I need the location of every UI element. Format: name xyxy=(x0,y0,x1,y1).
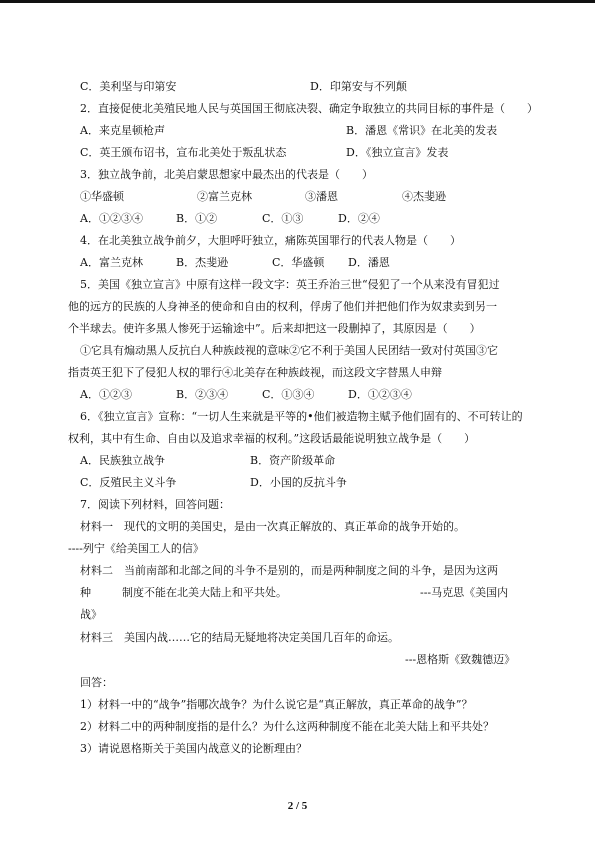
material-2-source-end: 战》 xyxy=(80,608,102,621)
material-1: 材料一 现代的文明的美国史，是由一次真正解放的、真正革命的战争开始的。 xyxy=(80,520,465,533)
material-3: 材料三 美国内战……它的结局无疑地将决定美国几百年的命运。 xyxy=(80,631,399,644)
page-number: 2 / 5 xyxy=(287,800,308,812)
question-4: 4．在北美独立战争前夕，大胆呼吁独立，痛陈英国罪行的代表人物是（ ） xyxy=(80,234,461,247)
question-2: 2．直接促使北美殖民地人民与英国国王彻底决裂、确定争取独立的共同目标的事件是（ ） xyxy=(80,102,538,115)
option-d: D．②④ xyxy=(338,212,380,225)
option-c: C．①③ xyxy=(262,212,304,225)
material-2-source: ---马克思《美国内 xyxy=(420,586,509,599)
material-2-line-1: 材料二 当前南部和北部之间的斗争不是别的，而是两种制度之间的斗争，是因为这两 xyxy=(80,564,498,577)
option-a: A．①②③④ xyxy=(80,212,143,225)
question-5-line-2: 他的远方的民族的人身神圣的使命和自由的权利，俘虏了他们并把他们作为奴隶卖到另一 xyxy=(68,300,497,313)
option-b: B．资产阶级革命 xyxy=(250,454,336,467)
option-d: D．①②③④ xyxy=(348,388,412,401)
question-7: 7．阅读下列材料，回答问题： xyxy=(80,498,230,511)
option-c: C．①③④ xyxy=(262,388,315,401)
option-b: B．潘恩《常识》在北美的发表 xyxy=(346,124,498,137)
choice-item: ④杰斐逊 xyxy=(402,190,446,203)
material-3-source: ---恩格斯《致魏德迈》 xyxy=(405,653,516,666)
option-c: C．华盛顿 xyxy=(272,256,325,269)
choice-item: ①华盛顿 xyxy=(80,190,124,203)
option-b: B．②③④ xyxy=(176,388,229,401)
sub-question-2: 2）材料二中的两种制度指的是什么？为什么这两种制度不能在北美大陆上和平共处？ xyxy=(80,720,494,733)
sub-question-1: 1）材料一中的“战争”指哪次战争？为什么说它是“真正解放，真正革命的战争”？ xyxy=(80,698,473,711)
option-d: D．《独立宣言》发表 xyxy=(346,146,449,159)
option-a: A．①②③ xyxy=(80,388,132,401)
option-d: D．潘恩 xyxy=(348,256,390,269)
material-1-source: ----列宁《给美国工人的信》 xyxy=(68,542,204,555)
question-6-line-1: 6．《独立宣言》宣称：“一切人生来就是平等的•他们被造物主赋予他们固有的、不可转让的 xyxy=(80,410,523,423)
sub-question-3: 3）请说恩格斯关于美国内战意义的论断理由？ xyxy=(80,742,307,755)
choice-item: ②富兰克林 xyxy=(197,190,252,203)
answer-heading: 回答： xyxy=(80,676,113,689)
material-2-line-2-start: 种 xyxy=(80,586,91,599)
option-b: B．杰斐逊 xyxy=(176,256,229,269)
question-5-line-3: 个半球去。使许多黑人惨死于运输途中”。后来却把这一段删掉了，其原因是（ ） xyxy=(68,322,481,335)
option-a: A．民族独立战争 xyxy=(80,454,165,467)
option-b: B．①② xyxy=(176,212,218,225)
question-5-line-1: 5．美国《独立宣言》中原有这样一段文字：英王乔治三世“侵犯了一个从来没有冒犯过 xyxy=(80,278,500,291)
question-5-line-4: ①它具有煽动黑人反抗白人种族歧视的意味②它不利于美国人民团结一致对付英国③它 xyxy=(80,344,498,357)
option-c: C．反殖民主义斗争 xyxy=(80,476,177,489)
option-a: A．富兰克林 xyxy=(80,256,143,269)
question-3: 3．独立战争前，北美启蒙思想家中最杰出的代表是（ ） xyxy=(80,168,373,181)
option-a: A．来克星顿枪声 xyxy=(80,124,165,137)
option-d: D．小国的反抗斗争 xyxy=(250,476,347,489)
material-2-line-2: 制度不能在北美大陆上和平共处。 xyxy=(122,586,287,599)
question-5-line-5: 指责英王犯下了侵犯人权的罪行④北美存在种族歧视，而这段文字替黑人申辩 xyxy=(68,366,442,379)
option-c: C．英王颁布诏书，宣布北美处于叛乱状态 xyxy=(80,146,287,159)
option-c: C．美利坚与印第安 xyxy=(80,80,177,93)
choice-item: ③潘恩 xyxy=(305,190,338,203)
question-6-line-2: 权利，其中有生命、自由以及追求幸福的权利。”这段话最能说明独立战争是（ ） xyxy=(68,432,476,445)
option-d: D．印第安与不列颠 xyxy=(310,80,407,93)
